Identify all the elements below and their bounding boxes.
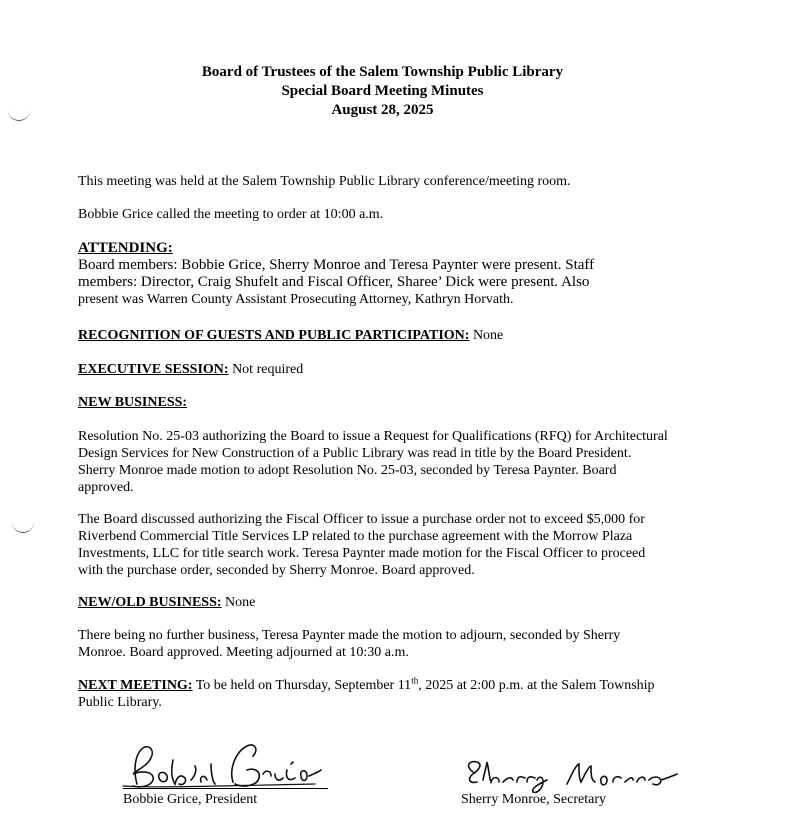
next-meeting-ordinal: th	[411, 675, 419, 686]
new-business-heading	[78, 394, 718, 411]
document-header	[0, 63, 765, 120]
adjourn-paragraph	[78, 627, 718, 661]
signature-line-left	[123, 788, 328, 789]
paragraph-line: Riverbend Commercial Title Services LP related to the purchase agreement with the Morrow Plaza	[78, 529, 633, 544]
header-title: Board of Trustees of the Salem Township Public Library	[201, 64, 564, 80]
attending-section	[78, 240, 718, 308]
recognition-heading: RECOGNITION OF GUESTS AND PUBLIC PARTICIPATION:	[78, 328, 470, 343]
paragraph-line: with the purchase order, seconded by Sherry Monroe. Board approved.	[78, 563, 475, 578]
header-date: August 28, 2025	[331, 102, 434, 118]
paragraph-line: There being no further business, Teresa Paynter made the motion to adjourn, seconded by Sherry	[78, 628, 621, 643]
header-subtitle: Special Board Meeting Minutes	[281, 83, 484, 99]
recognition-value: None	[469, 328, 504, 343]
next-meeting-heading: NEXT MEETING:	[78, 678, 193, 693]
attending-line: present was Warren County Assistant Prosecuting Attorney, Kathryn Horvath.	[78, 292, 514, 307]
next-meeting-text: To be held on Thursday, September 11	[192, 678, 412, 693]
next-meeting-section	[78, 677, 718, 711]
executive-session-heading: EXECUTIVE SESSION:	[78, 362, 229, 377]
paragraph-line: Investments, LLC for title search work. Teresa Paynter made motion for the Fiscal Officer to proceed	[78, 546, 646, 561]
new-business-heading-text: NEW BUSINESS:	[78, 395, 188, 410]
paragraph-line: approved.	[78, 480, 134, 495]
paragraph-line: Sherry Monroe made motion to adopt Resolution No. 25-03, seconded by Teresa Paynter. Board	[78, 463, 617, 478]
new-old-business-value: None	[221, 595, 256, 610]
new-old-business-heading: NEW/OLD BUSINESS:	[78, 595, 222, 610]
attending-line: members: Director, Craig Shufelt and Fiscal Officer, Sharee’ Dick were present. Also	[78, 274, 590, 290]
executive-session-value: Not required	[228, 362, 304, 377]
next-meeting-line2: Public Library.	[78, 695, 162, 710]
location-paragraph: This meeting was held at the Salem Township Public Library conference/meeting room.	[78, 174, 571, 189]
paragraph-line: The Board discussed authorizing the Fiscal Officer to issue a purchase order not to exceed $5,000 for	[78, 512, 645, 527]
attending-line: Board members: Bobbie Grice, Sherry Monroe and Teresa Paynter were present. Staff	[78, 257, 595, 273]
paragraph-line: Resolution No. 25-03 authorizing the Board to issue a Request for Qualifications (RFQ) for Architectural	[78, 429, 668, 444]
signature-caption-secretary: Sherry Monroe, Secretary	[461, 792, 607, 807]
executive-session-section	[78, 361, 718, 378]
resolution-paragraph	[78, 428, 738, 496]
attending-heading: ATTENDING:	[78, 240, 173, 256]
next-meeting-text-after: , 2025 at 2:00 p.m. at the Salem Township	[418, 678, 655, 693]
scan-mark-middle	[12, 522, 34, 533]
purchase-order-paragraph	[78, 511, 738, 579]
signature-caption-president: Bobbie Grice, President	[123, 792, 258, 807]
new-old-business-section	[78, 594, 718, 611]
call-to-order-paragraph: Bobbie Grice called the meeting to order at 10:00 a.m.	[78, 207, 384, 222]
paragraph-line: Monroe. Board approved. Meeting adjourned at 10:30 a.m.	[78, 645, 409, 660]
signature-sherry-monroe	[455, 752, 685, 796]
recognition-section	[78, 327, 718, 344]
paragraph-line: Design Services for New Construction of a Public Library was read in title by the Board President.	[78, 446, 632, 461]
